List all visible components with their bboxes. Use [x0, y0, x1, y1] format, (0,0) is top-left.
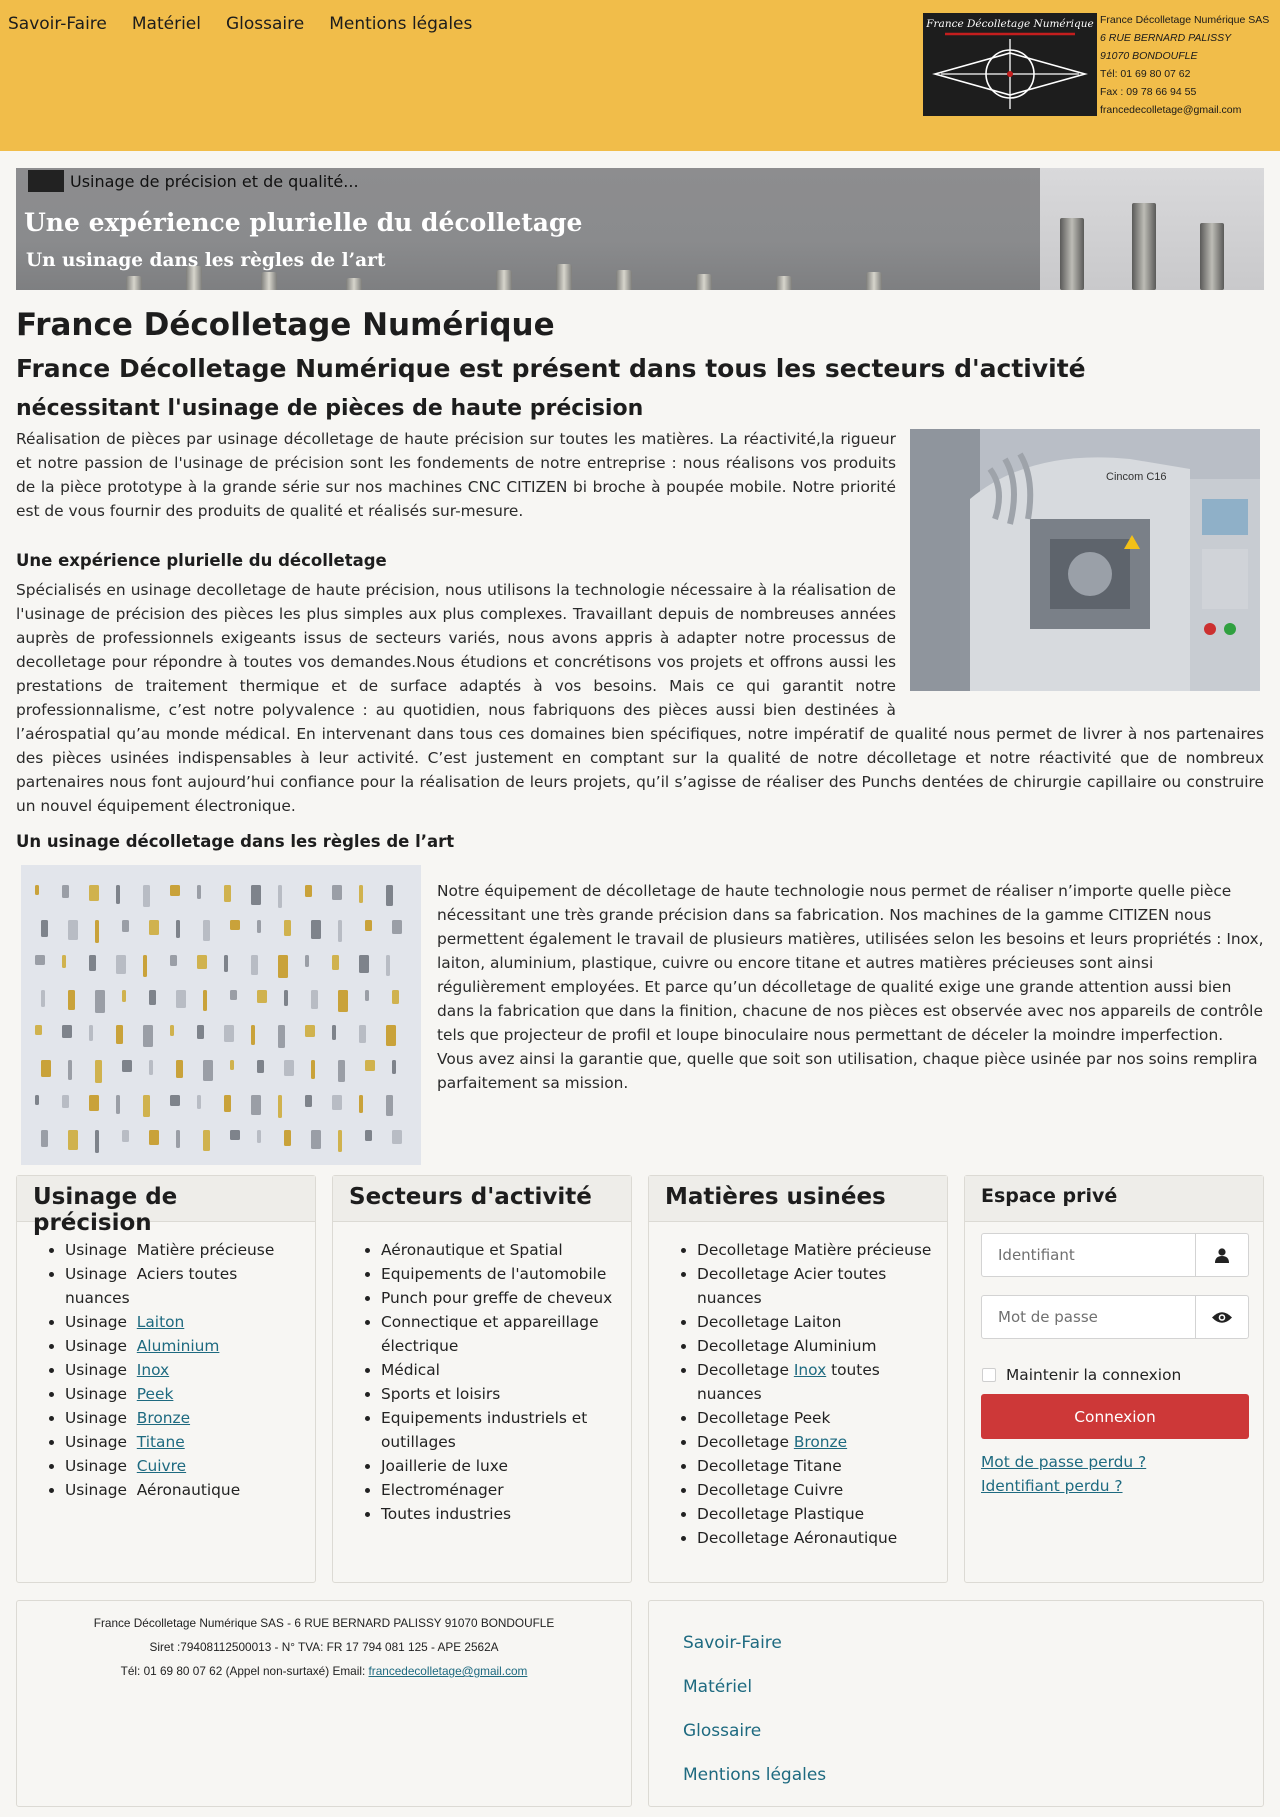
item-prefix: Decolletage [697, 1241, 789, 1259]
show-password-eye-icon[interactable] [1195, 1296, 1248, 1338]
machined-part [284, 990, 288, 1006]
machined-part [68, 990, 75, 1010]
material-link[interactable]: Cuivre [136, 1457, 187, 1475]
material-link[interactable]: Titane [136, 1433, 185, 1451]
banner-tagline-text: Usinage de précision et de qualité... [70, 171, 359, 191]
main-article [16, 303, 1264, 1177]
machined-part [305, 885, 312, 897]
machined-part [230, 1060, 234, 1070]
material-link[interactable]: Bronze [136, 1409, 191, 1427]
list-item [65, 1430, 305, 1454]
list-item [697, 1478, 937, 1502]
list-item: • Toutes industries [381, 1502, 621, 1526]
list-item [65, 1334, 305, 1358]
nav-materiel[interactable]: Matériel [131, 14, 201, 34]
footer-info [16, 1600, 632, 1807]
sectors-list [381, 1238, 631, 1526]
item-prefix: Usinage [65, 1409, 127, 1427]
hero-banner [16, 168, 1264, 290]
machined-part [311, 1130, 321, 1149]
list-item [697, 1238, 937, 1262]
material-link[interactable]: Aluminium [136, 1337, 220, 1355]
machined-part [386, 1095, 393, 1116]
logo-text: France Décolletage Numérique [926, 18, 1094, 30]
material-link[interactable]: Laiton [136, 1313, 185, 1331]
material-text: Titane [793, 1457, 842, 1475]
machined-part [176, 1130, 180, 1148]
cnc-machine-photo [910, 429, 1260, 691]
machined-part [176, 990, 186, 1008]
machined-part [359, 885, 363, 903]
machined-part [95, 1130, 99, 1153]
machined-part [230, 1130, 240, 1140]
card-title: Matières usinées [649, 1176, 947, 1222]
list-item [65, 1406, 305, 1430]
machined-part [143, 885, 150, 907]
usinage-paragraph: Notre équipement de décolletage de haute technologie nous permet de réaliser n’importe quelle pièce nécessitant une très grande précision dans sa fabrication. Nos machines de la gamme CITIZEN nous permettent également le travail de plusieurs matières, utilisées selon les besoins et leurs propriétés : Inox, laiton, aluminium, plastique, cuivre ou encore titane et autres matières précieuses sont ainsi régulièrement employées. Et parce qu’un décolletage de qualité exige une grande attention aussi bien dans la fabrication que dans la finition, chacune de nos pièces est observée avec nos appareils de contrôle tels que projecteur de profil et loupe binoculaire nous permettant de déceler la moindre imperfection. Vous avez ainsi la garantie que, quelle que soit son utilisation, chaque pièce usinée par nos soins remplira parfaitement sa mission. [437, 882, 1264, 1092]
banner-subtitle: Un usinage dans les règles de l’art [26, 250, 386, 271]
machined-part [116, 1095, 120, 1114]
machined-part [338, 920, 342, 942]
list-item [65, 1358, 305, 1382]
list-item [697, 1454, 937, 1478]
list-item [697, 1430, 937, 1454]
card-espace-prive [964, 1175, 1264, 1583]
material-text: Matière précieuse [793, 1241, 932, 1259]
machined-part [251, 1095, 261, 1115]
card-usinage-precision [16, 1175, 316, 1583]
banner-screw [696, 274, 712, 290]
machined-part [278, 1025, 285, 1048]
machined-part [149, 920, 159, 935]
section-title-usinage: Un usinage décolletage dans les règles de l’art [16, 832, 455, 851]
item-prefix: Decolletage [697, 1409, 789, 1427]
card-title: Espace privé [965, 1176, 1263, 1222]
item-prefix: Usinage [65, 1313, 127, 1331]
login-button[interactable]: Connexion [981, 1394, 1249, 1439]
machined-part [332, 1025, 336, 1040]
footer-contact [17, 1659, 631, 1683]
banner-tagline [28, 170, 359, 192]
top-navigation [8, 14, 497, 34]
list-item [697, 1502, 937, 1526]
item-prefix: Decolletage [697, 1457, 789, 1475]
machined-parts-illustration [21, 865, 421, 1165]
list-item [65, 1238, 305, 1262]
machined-part [311, 990, 318, 1009]
list-item: • Médical [381, 1358, 621, 1382]
machined-part [365, 990, 369, 1001]
footer-email-link[interactable]: francedecolletage@gmail.com [368, 1664, 528, 1678]
machined-part [197, 1025, 204, 1039]
machined-part [338, 1060, 345, 1082]
list-item: • Sports et loisirs [381, 1382, 621, 1406]
machined-part [203, 920, 210, 941]
machined-part [224, 955, 228, 972]
page-subtitle: France Décolletage Numérique est présent dans tous les secteurs d'activité [16, 354, 1086, 383]
banner-bolt [1132, 203, 1156, 290]
experience-paragraph: Spécialisés en usinage decolletage de haute précision, nous utilisons la technologie nécessaire à la réalisation de l'usinage de précision des pièces les plus simples aux plus complexes. Travaillant depuis de nombreuses années auprès de professionnels exigeants issus de secteurs variés, nous avons appris à adapter notre processus de decolletage pour répondre à toutes vos demandes.Nous étudions et concrétisons vos projets et offrons aussi les prestations de traitement thermique et de surface adaptés à vos besoins. Mais ce qui garantit notre professionnalisme, c’est notre polyvalence : au quotidien, nous fabriquons des pièces aussi bien destinées à l’aérospatial qu’au monde médical. En intervenant dans tous ces domaines bien spécifiques, notre impératif de qualité nous permet de livrer à nos partenaires des pièces usinées indispensables à leur activité. C’est justement en comptant sur la qualité de notre décolletage et notre réactivité que de nombreux partenaires nous font aujourd’hui confiance pour la réalisation de leurs projets, qu’il s’agisse de réaliser des Punchs dentées de chirurgie capillaire ou construire un nouvel équipement électronique. [16, 581, 1264, 815]
card-title: Secteurs d'activité [333, 1176, 631, 1222]
machined-part [116, 1025, 123, 1044]
banner-title: Une expérience plurielle du décolletage [24, 208, 583, 237]
card-secteurs-activite [332, 1175, 632, 1583]
machined-part [62, 885, 69, 898]
precision-list [65, 1238, 315, 1502]
machined-part [392, 1130, 402, 1144]
item-prefix: Usinage [65, 1481, 127, 1499]
machined-part [35, 885, 39, 895]
item-prefix: Usinage [65, 1385, 127, 1403]
nav-savoir-faire[interactable]: Savoir-Faire [8, 14, 107, 34]
machined-part [338, 990, 348, 1012]
machined-part [170, 1025, 174, 1036]
company-name: France Décolletage Numérique SAS [1100, 14, 1270, 26]
card-matieres-usinees [648, 1175, 948, 1583]
machined-part [386, 1025, 396, 1046]
machined-part [230, 990, 237, 1000]
machined-part [95, 990, 105, 1013]
banner-bolt [1060, 218, 1084, 290]
item-prefix: Decolletage [697, 1313, 789, 1331]
card-title: Usinage de précision [17, 1176, 315, 1222]
machined-part [278, 885, 282, 908]
machined-part [251, 1025, 255, 1045]
cnc-machine-illustration [910, 429, 1260, 691]
machined-part [203, 1060, 213, 1081]
list-item [697, 1334, 937, 1358]
list-item [697, 1358, 937, 1406]
machined-part [257, 920, 261, 933]
machined-part [149, 1060, 153, 1075]
machined-part [224, 1025, 234, 1042]
machined-part [257, 1130, 261, 1143]
banner-screw [126, 276, 142, 290]
machined-part [68, 1130, 78, 1150]
company-contact [1100, 11, 1269, 119]
machined-part [122, 920, 129, 932]
machined-part [41, 1060, 51, 1077]
company-address-line1: 6 RUE BERNARD PALISSY [1100, 32, 1232, 44]
machined-part [392, 990, 399, 1004]
item-prefix: Decolletage [697, 1481, 789, 1499]
material-text: Cuivre [793, 1481, 844, 1499]
page-subtitle-2: nécessitant l'usinage de pièces de haute précision [16, 396, 644, 421]
machined-part [197, 955, 207, 969]
username-input[interactable] [982, 1234, 1192, 1276]
machined-part [41, 1130, 48, 1147]
machined-part [89, 1095, 99, 1111]
machined-part [257, 990, 267, 1003]
machined-part [386, 885, 393, 906]
machined-part [359, 955, 369, 973]
footer-address: France Décolletage Numérique SAS - 6 RUE BERNARD PALISSY 91070 BONDOUFLE [93, 1616, 555, 1630]
company-address-line2: 91070 BONDOUFLE [1100, 50, 1198, 62]
material-text-suffix: toutes nuances [697, 1361, 880, 1403]
machined-part [35, 1025, 42, 1035]
machined-part [284, 920, 291, 936]
list-item: • Joaillerie de luxe [381, 1454, 621, 1478]
nav-glossaire[interactable]: Glossaire [225, 14, 305, 34]
remember-me[interactable] [982, 1366, 1181, 1384]
banner-screw [261, 272, 277, 290]
banner-screw [346, 278, 362, 290]
machine-label: Cincom C16 [1106, 471, 1167, 483]
material-link[interactable]: Inox [793, 1361, 827, 1379]
machined-part [116, 955, 126, 974]
material-text: Matière précieuse [136, 1241, 275, 1259]
banner-screw [616, 270, 632, 290]
list-item [65, 1382, 305, 1406]
machined-part [305, 1095, 312, 1107]
machined-part [332, 955, 339, 970]
machined-part [170, 955, 177, 966]
machined-part [89, 885, 99, 901]
list-item: • Equipements industriels et outillages [381, 1406, 621, 1454]
list-item [697, 1406, 937, 1430]
machined-part [170, 885, 180, 896]
machined-part [284, 1130, 291, 1146]
machined-part [338, 1130, 342, 1152]
machined-part [89, 955, 96, 971]
company-logo[interactable] [923, 13, 1097, 116]
user-icon [1195, 1234, 1248, 1276]
machined-part [257, 1060, 264, 1073]
machined-part [251, 955, 258, 975]
machined-part [62, 955, 66, 968]
list-item [65, 1310, 305, 1334]
material-text: Aéronautique [136, 1481, 241, 1499]
banner-screw [496, 270, 512, 290]
password-input[interactable] [982, 1296, 1192, 1338]
company-fax: Fax : 09 78 66 94 55 [1100, 86, 1197, 98]
machined-part [41, 990, 45, 1007]
item-prefix: Decolletage [697, 1433, 789, 1451]
machined-part [278, 955, 288, 978]
footer-nav-savoir-faire[interactable]: Savoir-Faire [683, 1633, 782, 1653]
machined-part [359, 1095, 363, 1113]
footer-nav-mentions-legales[interactable]: Mentions légales [683, 1765, 827, 1785]
machined-part [365, 1130, 372, 1141]
machined-parts-photo [21, 865, 421, 1165]
machined-part [143, 1095, 150, 1117]
machined-part [143, 1025, 153, 1047]
material-link[interactable]: Bronze [793, 1433, 848, 1451]
item-prefix: Usinage [65, 1241, 127, 1259]
machined-part [68, 920, 78, 940]
machined-part [122, 990, 126, 1002]
material-text: Aciers toutes nuances [65, 1265, 238, 1307]
machined-part [122, 1130, 129, 1142]
machined-part [284, 1060, 294, 1076]
machined-part [62, 1095, 69, 1108]
machined-part [149, 990, 156, 1005]
footer-phone: Tél: 01 69 80 07 62 (Appel non-surtaxé) Email: [120, 1664, 369, 1678]
machined-part [176, 1060, 183, 1078]
material-text: Aéronautique [793, 1529, 898, 1547]
footer-nav-glossaire[interactable]: Glossaire [683, 1721, 762, 1741]
materials-list [697, 1238, 947, 1550]
list-item: • Aéronautique et Spatial [381, 1238, 621, 1262]
material-text: Aluminium [793, 1337, 877, 1355]
logo-emblem-icon [923, 13, 1097, 116]
machined-part [365, 920, 372, 931]
machined-part [170, 1095, 180, 1106]
material-text: Peek [793, 1409, 831, 1427]
machined-part [278, 1095, 282, 1118]
list-item: • Electroménager [381, 1478, 621, 1502]
item-prefix: Usinage [65, 1337, 127, 1355]
machined-part [41, 920, 48, 937]
machined-part [230, 920, 240, 930]
footer-siret: Siret :79408112500013 - N° TVA: FR 17 794 081 125 - APE 2562A [149, 1640, 499, 1654]
username-field [981, 1233, 1249, 1277]
material-text: Acier toutes nuances [697, 1265, 887, 1307]
machined-part [311, 1060, 315, 1079]
company-email: francedecolletage@gmail.com [1100, 104, 1242, 116]
recovery-links [981, 1450, 1146, 1498]
machined-part [197, 885, 201, 899]
machined-part [392, 920, 402, 934]
machined-part [35, 1095, 39, 1105]
mini-logo-icon [28, 170, 64, 192]
machined-part [197, 1095, 201, 1109]
machined-part [311, 920, 321, 939]
machined-part [224, 1095, 231, 1112]
banner-bolts-photo [1040, 168, 1264, 290]
machined-part [386, 955, 390, 976]
machined-part [89, 1025, 93, 1041]
banner-screw [776, 276, 792, 290]
banner-screw [866, 272, 882, 290]
lost-password-link[interactable]: Mot de passe perdu ? [981, 1453, 1147, 1471]
item-prefix: Decolletage [697, 1361, 789, 1379]
machined-part [305, 955, 309, 967]
item-prefix: Usinage [65, 1361, 127, 1379]
machined-part [332, 885, 342, 900]
machined-part [359, 1025, 366, 1043]
machined-part [224, 885, 231, 902]
list-item: • Connectique et appareillage électrique [381, 1310, 621, 1358]
machined-part [305, 1025, 315, 1037]
intro-paragraph: Réalisation de pièces par usinage décolletage de haute précision sur toutes les matières. La réactivité,la rigueur et notre passion de l'usinage de précision sont les fondements de notre entreprise : nous réalisons vos produits de la pièce prototype à la grande série sur nos machines CNC CITIZEN bi broche à poupée mobile. Notre priorité est de vous fournir des produits de qualité et réalisés sur-mesure. [16, 430, 896, 520]
password-field [981, 1295, 1249, 1339]
item-prefix: Decolletage [697, 1505, 789, 1523]
list-item [65, 1478, 305, 1502]
material-text: Laiton [793, 1313, 842, 1331]
site-header [0, 0, 1280, 151]
material-link[interactable]: Peek [136, 1385, 174, 1403]
machined-part [203, 990, 207, 1011]
machined-part [68, 1060, 72, 1080]
machined-part [149, 1130, 159, 1145]
item-prefix: Decolletage [697, 1337, 789, 1355]
machined-part [95, 1060, 102, 1083]
machined-part [116, 885, 120, 904]
machined-part [62, 1025, 72, 1038]
item-prefix: Decolletage [697, 1265, 789, 1283]
machined-part [365, 1060, 375, 1071]
item-prefix: Usinage [65, 1433, 127, 1451]
remember-label: Maintenir la connexion [1006, 1366, 1182, 1384]
company-phone: Tél: 01 69 80 07 62 [1100, 68, 1191, 80]
item-prefix: Decolletage [697, 1529, 789, 1547]
item-prefix: Usinage [65, 1457, 127, 1475]
footer-nav-materiel[interactable]: Matériel [683, 1677, 753, 1697]
list-item [65, 1454, 305, 1478]
page-title: France Décolletage Numérique [16, 307, 555, 343]
list-item: • Punch pour greffe de cheveux [381, 1286, 621, 1310]
material-text: Plastique [793, 1505, 865, 1523]
machined-part [251, 885, 261, 905]
list-item [697, 1262, 937, 1310]
machined-part [176, 920, 180, 938]
nav-mentions-legales[interactable]: Mentions légales [329, 14, 473, 34]
lost-username-link[interactable]: Identifiant perdu ? [981, 1477, 1123, 1495]
list-item [697, 1526, 937, 1550]
banner-bolt [1200, 223, 1224, 290]
machined-part [35, 955, 45, 965]
footer-navigation [648, 1600, 1264, 1807]
material-link[interactable]: Inox [136, 1361, 170, 1379]
machined-part [203, 1130, 210, 1151]
machined-part [392, 1060, 396, 1074]
section-title-experience: Une expérience plurielle du décolletage [16, 551, 387, 570]
machined-part [95, 920, 99, 943]
item-prefix: Usinage [65, 1265, 127, 1283]
remember-checkbox[interactable] [982, 1368, 996, 1382]
machined-part [122, 1060, 132, 1072]
list-item [697, 1310, 937, 1334]
list-item [65, 1262, 305, 1310]
banner-screw [556, 264, 572, 290]
machined-part [332, 1095, 342, 1110]
list-item: • Equipements de l'automobile [381, 1262, 621, 1286]
machined-part [143, 955, 147, 977]
